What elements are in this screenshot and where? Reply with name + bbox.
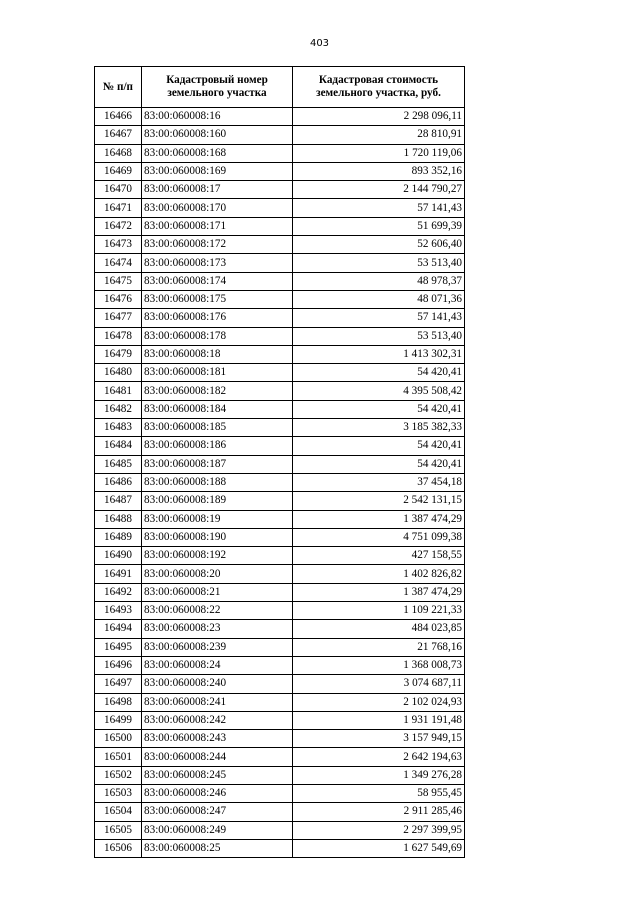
cadastral-number-cell: 83:00:060008:247 <box>142 803 293 821</box>
row-number-cell: 16473 <box>95 236 142 254</box>
cadastral-number-cell: 83:00:060008:19 <box>142 510 293 528</box>
cadastral-cost-cell: 4 395 508,42 <box>293 382 465 400</box>
cadastral-cost-cell: 2 911 285,46 <box>293 803 465 821</box>
cadastral-cost-cell: 51 699,39 <box>293 217 465 235</box>
row-number-cell: 16482 <box>95 400 142 418</box>
cadastral-cost-cell: 58 955,45 <box>293 784 465 802</box>
table-row <box>95 492 465 510</box>
table-row <box>95 236 465 254</box>
cadastral-cost-cell: 2 102 024,93 <box>293 693 465 711</box>
cadastral-cost-cell: 1 387 474,29 <box>293 583 465 601</box>
row-number-cell: 16485 <box>95 455 142 473</box>
cadastral-number-cell: 83:00:060008:20 <box>142 565 293 583</box>
cadastral-number-cell: 83:00:060008:25 <box>142 839 293 857</box>
cadastral-number-cell: 83:00:060008:185 <box>142 419 293 437</box>
cadastral-cost-cell: 57 141,43 <box>293 199 465 217</box>
cadastral-number-cell: 83:00:060008:246 <box>142 784 293 802</box>
cadastral-number-cell: 83:00:060008:176 <box>142 309 293 327</box>
cadastral-number-cell: 83:00:060008:175 <box>142 290 293 308</box>
cadastral-number-cell: 83:00:060008:239 <box>142 638 293 656</box>
row-number-cell: 16502 <box>95 766 142 784</box>
table-row <box>95 839 465 857</box>
cadastral-cost-cell: 484 023,85 <box>293 620 465 638</box>
table-row <box>95 364 465 382</box>
cadastral-table <box>94 66 465 858</box>
table-row <box>95 290 465 308</box>
cadastral-cost-cell: 37 454,18 <box>293 473 465 491</box>
row-number-cell: 16475 <box>95 272 142 290</box>
cadastral-number-cell: 83:00:060008:184 <box>142 400 293 418</box>
table-row <box>95 638 465 656</box>
cadastral-cost-cell: 54 420,41 <box>293 400 465 418</box>
row-number-cell: 16472 <box>95 217 142 235</box>
row-number-cell: 16477 <box>95 309 142 327</box>
cadastral-cost-cell: 3 157 949,15 <box>293 730 465 748</box>
row-number-cell: 16470 <box>95 181 142 199</box>
table-row <box>95 437 465 455</box>
cadastral-cost-cell: 893 352,16 <box>293 162 465 180</box>
table-row <box>95 473 465 491</box>
cadastral-cost-cell: 1 349 276,28 <box>293 766 465 784</box>
table-row <box>95 108 465 126</box>
table-row <box>95 144 465 162</box>
cadastral-cost-cell: 1 413 302,31 <box>293 345 465 363</box>
cadastral-cost-cell: 48 978,37 <box>293 272 465 290</box>
row-number-cell: 16479 <box>95 345 142 363</box>
row-number-cell: 16483 <box>95 419 142 437</box>
cadastral-number-cell: 83:00:060008:181 <box>142 364 293 382</box>
cadastral-number-cell: 83:00:060008:21 <box>142 583 293 601</box>
table-row <box>95 217 465 235</box>
table-row <box>95 254 465 272</box>
cadastral-cost-cell: 2 642 194,63 <box>293 748 465 766</box>
cadastral-cost-cell: 2 144 790,27 <box>293 181 465 199</box>
page-number: 403 <box>309 38 330 49</box>
cadastral-number-cell: 83:00:060008:24 <box>142 656 293 674</box>
cadastral-number-cell: 83:00:060008:245 <box>142 766 293 784</box>
cadastral-number-cell: 83:00:060008:187 <box>142 455 293 473</box>
row-number-cell: 16467 <box>95 126 142 144</box>
row-number-cell: 16492 <box>95 583 142 601</box>
row-number-cell: 16499 <box>95 711 142 729</box>
table-row <box>95 309 465 327</box>
cadastral-number-cell: 83:00:060008:22 <box>142 602 293 620</box>
cadastral-number-cell: 83:00:060008:249 <box>142 821 293 839</box>
cadastral-number-cell: 83:00:060008:240 <box>142 675 293 693</box>
row-number-cell: 16506 <box>95 839 142 857</box>
cadastral-number-cell: 83:00:060008:173 <box>142 254 293 272</box>
row-number-cell: 16501 <box>95 748 142 766</box>
row-number-cell: 16474 <box>95 254 142 272</box>
cadastral-number-cell: 83:00:060008:244 <box>142 748 293 766</box>
cadastral-number-cell: 83:00:060008:16 <box>142 108 293 126</box>
table-row <box>95 528 465 546</box>
row-number-cell: 16476 <box>95 290 142 308</box>
cadastral-cost-cell: 427 158,55 <box>293 547 465 565</box>
table-row <box>95 602 465 620</box>
cadastral-number-cell: 83:00:060008:17 <box>142 181 293 199</box>
cadastral-cost-cell: 52 606,40 <box>293 236 465 254</box>
cadastral-number-cell: 83:00:060008:186 <box>142 437 293 455</box>
cadastral-number-cell: 83:00:060008:23 <box>142 620 293 638</box>
table-row <box>95 675 465 693</box>
cadastral-number-cell: 83:00:060008:192 <box>142 547 293 565</box>
cadastral-cost-cell: 48 071,36 <box>293 290 465 308</box>
table-row <box>95 730 465 748</box>
cadastral-cost-cell: 3 074 687,11 <box>293 675 465 693</box>
cadastral-number-cell: 83:00:060008:182 <box>142 382 293 400</box>
row-number-cell: 16471 <box>95 199 142 217</box>
row-number-cell: 16498 <box>95 693 142 711</box>
row-number-cell: 16505 <box>95 821 142 839</box>
cadastral-cost-cell: 1 402 826,82 <box>293 565 465 583</box>
table-row <box>95 784 465 802</box>
row-number-cell: 16480 <box>95 364 142 382</box>
cadastral-number-cell: 83:00:060008:170 <box>142 199 293 217</box>
cadastral-cost-cell: 3 185 382,33 <box>293 419 465 437</box>
cadastral-cost-cell: 1 368 008,73 <box>293 656 465 674</box>
table-row <box>95 272 465 290</box>
row-number-cell: 16481 <box>95 382 142 400</box>
cadastral-number-cell: 83:00:060008:171 <box>142 217 293 235</box>
row-number-cell: 16489 <box>95 528 142 546</box>
cadastral-number-cell: 83:00:060008:241 <box>142 693 293 711</box>
table-row <box>95 565 465 583</box>
row-number-cell: 16496 <box>95 656 142 674</box>
table-row <box>95 620 465 638</box>
cadastral-cost-cell: 1 387 474,29 <box>293 510 465 528</box>
cadastral-cost-cell: 54 420,41 <box>293 364 465 382</box>
table-row <box>95 748 465 766</box>
table-row <box>95 345 465 363</box>
row-number-cell: 16493 <box>95 602 142 620</box>
table-row <box>95 693 465 711</box>
row-number-cell: 16494 <box>95 620 142 638</box>
cadastral-cost-cell: 54 420,41 <box>293 437 465 455</box>
row-number-cell: 16484 <box>95 437 142 455</box>
table-body <box>95 108 465 858</box>
cadastral-cost-cell: 53 513,40 <box>293 327 465 345</box>
table-row <box>95 126 465 144</box>
table-row <box>95 419 465 437</box>
cadastral-number-cell: 83:00:060008:188 <box>142 473 293 491</box>
cadastral-cost-cell: 54 420,41 <box>293 455 465 473</box>
cadastral-number-cell: 83:00:060008:189 <box>142 492 293 510</box>
cadastral-number-cell: 83:00:060008:190 <box>142 528 293 546</box>
row-number-cell: 16491 <box>95 565 142 583</box>
cadastral-number-cell: 83:00:060008:168 <box>142 144 293 162</box>
row-number-cell: 16486 <box>95 473 142 491</box>
table-row <box>95 162 465 180</box>
cadastral-cost-cell: 1 720 119,06 <box>293 144 465 162</box>
table-row <box>95 181 465 199</box>
cadastral-cost-cell: 28 810,91 <box>293 126 465 144</box>
table-row <box>95 327 465 345</box>
table-row <box>95 656 465 674</box>
row-number-cell: 16497 <box>95 675 142 693</box>
cadastral-number-cell: 83:00:060008:160 <box>142 126 293 144</box>
table-row <box>95 711 465 729</box>
table-row <box>95 547 465 565</box>
cadastral-cost-cell: 4 751 099,38 <box>293 528 465 546</box>
cadastral-number-cell: 83:00:060008:243 <box>142 730 293 748</box>
row-number-cell: 16504 <box>95 803 142 821</box>
row-number-cell: 16503 <box>95 784 142 802</box>
table-row <box>95 382 465 400</box>
cadastral-number-cell: 83:00:060008:18 <box>142 345 293 363</box>
cadastral-cost-cell: 21 768,16 <box>293 638 465 656</box>
cadastral-cost-cell: 53 513,40 <box>293 254 465 272</box>
cadastral-cost-cell: 2 542 131,15 <box>293 492 465 510</box>
header-cadastral-cost: Кадастровая стоимость земельного участка, руб. <box>293 67 465 108</box>
row-number-cell: 16478 <box>95 327 142 345</box>
cadastral-cost-cell: 57 141,43 <box>293 309 465 327</box>
cadastral-number-cell: 83:00:060008:172 <box>142 236 293 254</box>
row-number-cell: 16495 <box>95 638 142 656</box>
header-row <box>95 67 465 108</box>
cadastral-cost-cell: 1 109 221,33 <box>293 602 465 620</box>
table-row <box>95 803 465 821</box>
header-row-number: № п/п <box>95 67 142 108</box>
cadastral-cost-cell: 2 297 399,95 <box>293 821 465 839</box>
row-number-cell: 16488 <box>95 510 142 528</box>
row-number-cell: 16487 <box>95 492 142 510</box>
table-row <box>95 583 465 601</box>
table-row <box>95 510 465 528</box>
row-number-cell: 16466 <box>95 108 142 126</box>
row-number-cell: 16469 <box>95 162 142 180</box>
cadastral-cost-cell: 1 931 191,48 <box>293 711 465 729</box>
cadastral-number-cell: 83:00:060008:242 <box>142 711 293 729</box>
cadastral-cost-cell: 2 298 096,11 <box>293 108 465 126</box>
row-number-cell: 16468 <box>95 144 142 162</box>
table-row <box>95 455 465 473</box>
cadastral-cost-cell: 1 627 549,69 <box>293 839 465 857</box>
table-row <box>95 821 465 839</box>
table-row <box>95 766 465 784</box>
cadastral-number-cell: 83:00:060008:169 <box>142 162 293 180</box>
header-cadastral-number: Кадастровый номер земельного участка <box>142 67 293 108</box>
table-row <box>95 199 465 217</box>
row-number-cell: 16490 <box>95 547 142 565</box>
row-number-cell: 16500 <box>95 730 142 748</box>
table-row <box>95 400 465 418</box>
table-header <box>95 67 465 108</box>
cadastral-number-cell: 83:00:060008:174 <box>142 272 293 290</box>
cadastral-number-cell: 83:00:060008:178 <box>142 327 293 345</box>
